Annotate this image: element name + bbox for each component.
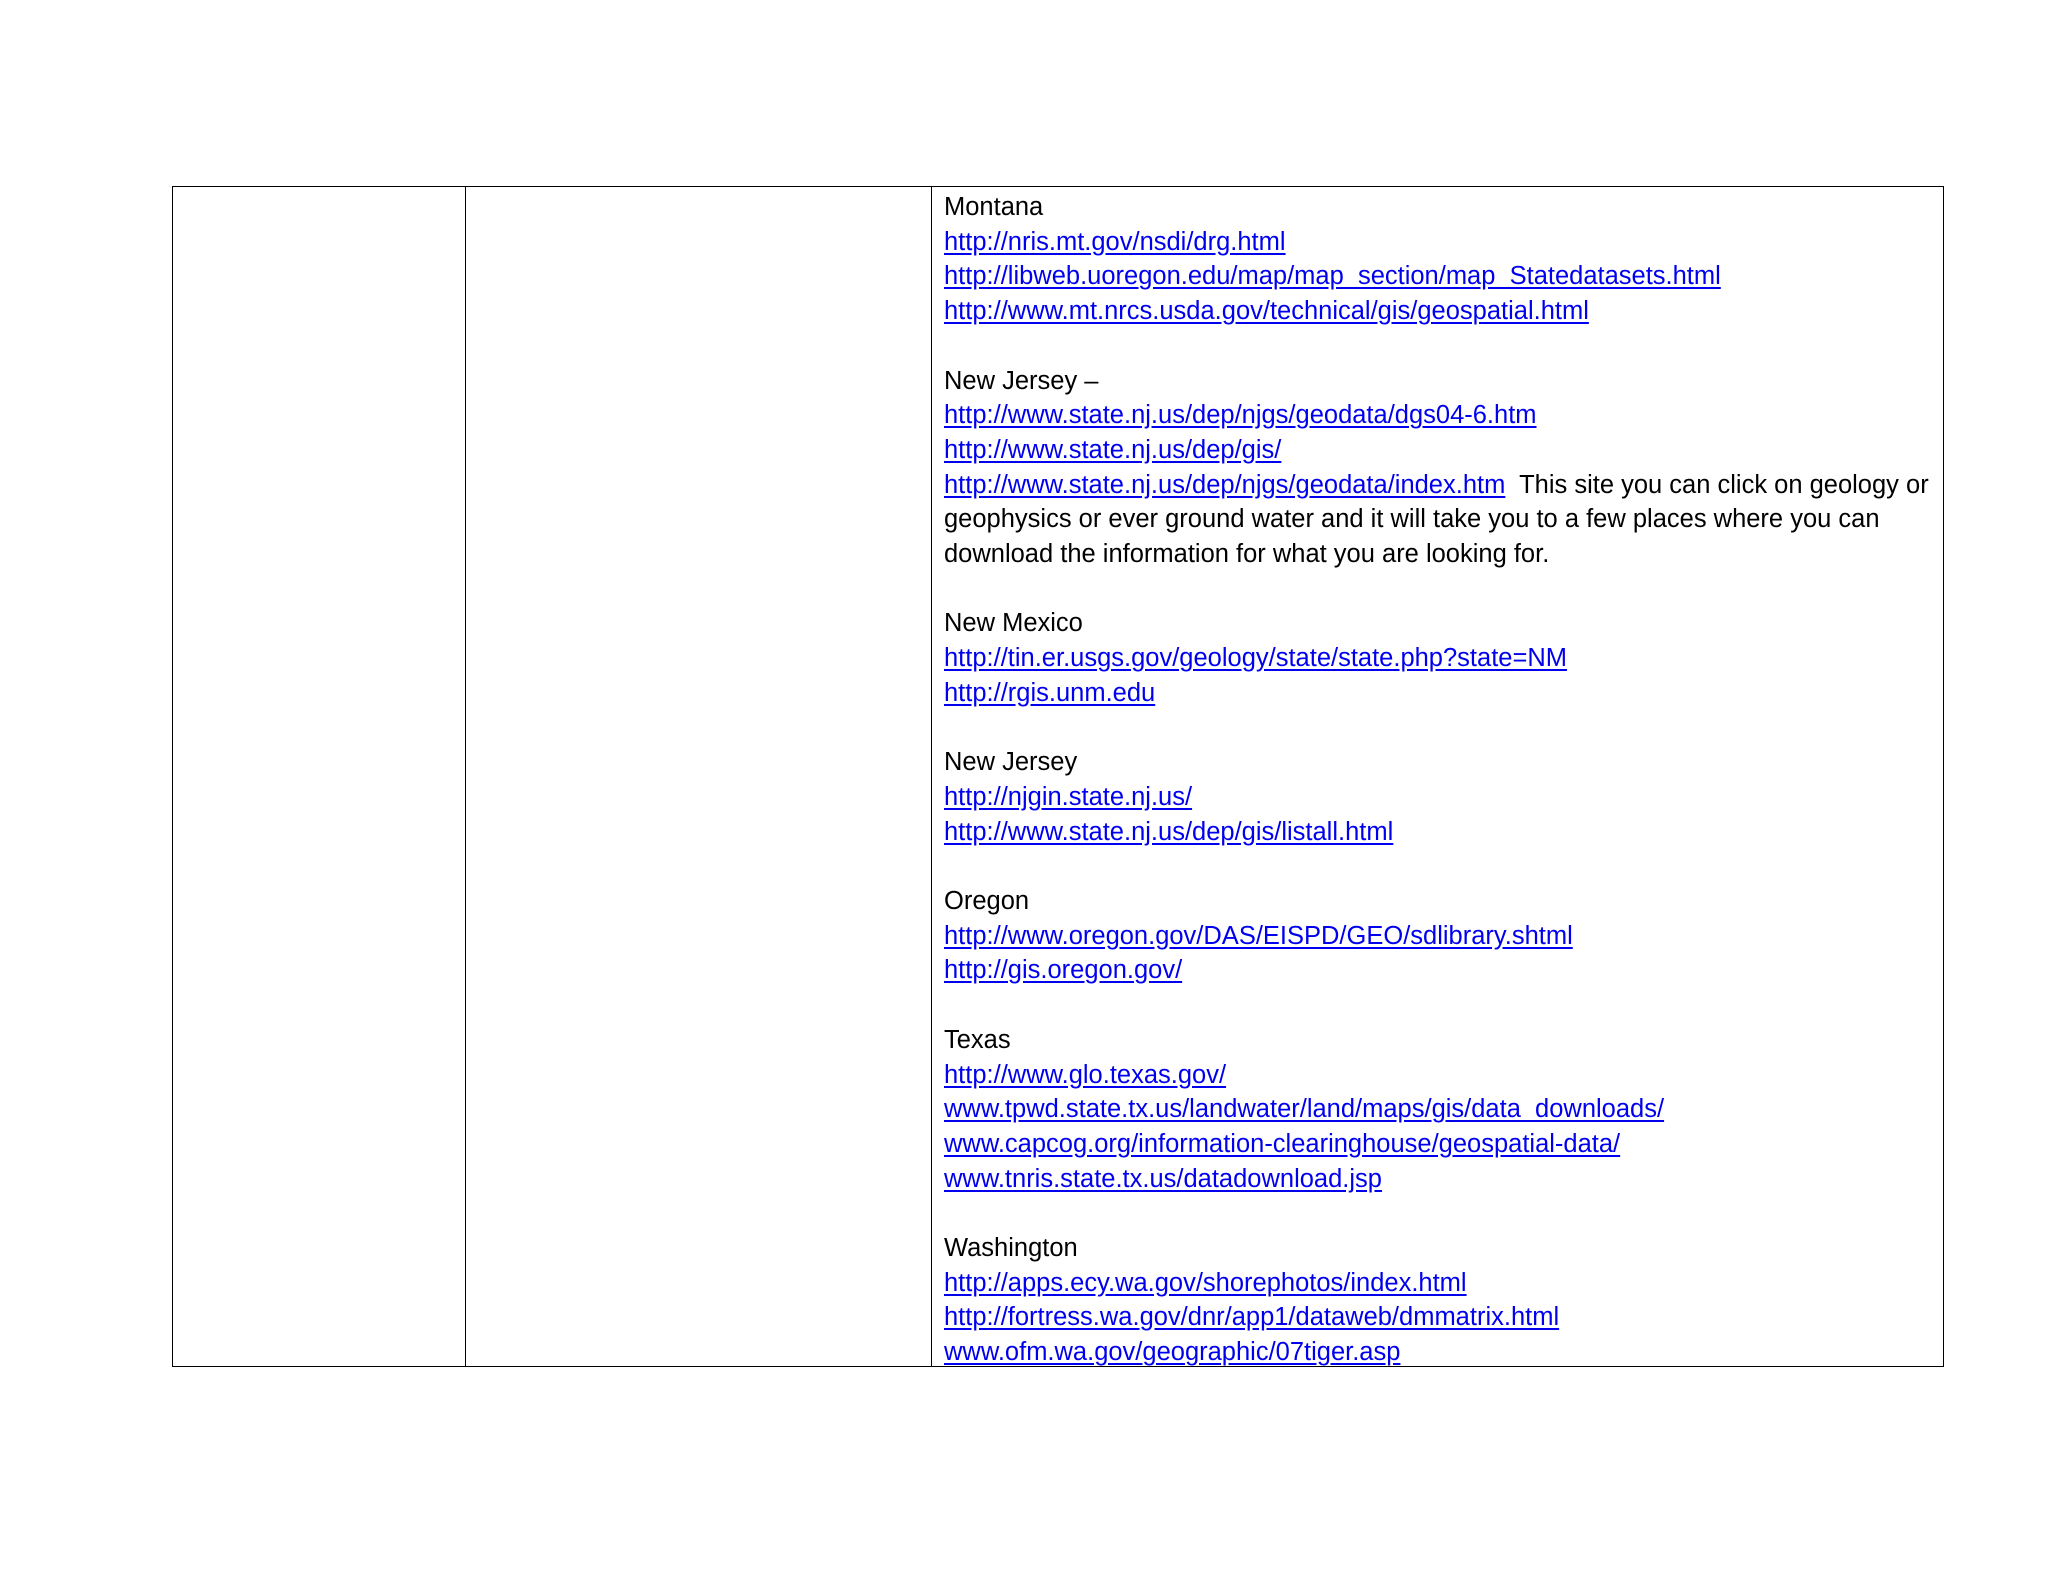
resource-link[interactable]: http://libweb.uoregon.edu/map/map_section/map_Statedatasets.html [944, 262, 1721, 291]
resource-link[interactable]: www.capcog.org/information-clearinghouse/geospatial-data/ [944, 1129, 1621, 1158]
resource-link[interactable]: http://gis.oregon.gov/ [944, 956, 1183, 985]
resource-table [172, 186, 1944, 1367]
section-heading: New Jersey [944, 748, 1078, 777]
table-cell-resources [932, 187, 1943, 1366]
resource-link[interactable]: http://www.glo.texas.gov/ [944, 1060, 1227, 1089]
section-washington [944, 1231, 1931, 1370]
resource-link[interactable]: http://njgin.state.nj.us/ [944, 782, 1193, 811]
section-new-jersey-2 [944, 745, 1931, 849]
section-montana [944, 190, 1931, 329]
resource-link[interactable]: http://www.oregon.gov/DAS/EISPD/GEO/sdlibrary.shtml [944, 921, 1573, 950]
section-texas [944, 1023, 1931, 1197]
section-heading: Montana [944, 193, 1044, 221]
section-heading: Washington [944, 1234, 1078, 1262]
resource-link[interactable]: http://www.state.nj.us/dep/gis/listall.html [944, 817, 1394, 846]
resource-link[interactable]: www.tnris.state.tx.us/datadownload.jsp [944, 1164, 1382, 1193]
resource-link[interactable]: http://nris.mt.gov/nsdi/drg.html [944, 227, 1286, 256]
resource-link[interactable]: http://www.state.nj.us/dep/njgs/geodata/dgs04-6.htm [944, 401, 1537, 430]
table-cell-empty-1 [173, 187, 466, 1366]
section-new-mexico [944, 606, 1931, 710]
resource-link[interactable]: http://www.mt.nrcs.usda.gov/technical/gis/geospatial.html [944, 297, 1589, 326]
resource-link[interactable]: http://apps.ecy.wa.gov/shorephotos/index.html [944, 1268, 1467, 1297]
resource-link[interactable]: www.tpwd.state.tx.us/landwater/land/maps/gis/data_downloads/ [944, 1095, 1665, 1124]
section-oregon [944, 884, 1931, 988]
section-heading: Oregon [944, 887, 1030, 915]
section-new-jersey-1 [944, 364, 1931, 572]
link-with-note [944, 468, 1931, 572]
table-cell-empty-2 [466, 187, 932, 1366]
section-heading: Texas [944, 1025, 1011, 1054]
section-heading: New Jersey – [944, 366, 1099, 395]
resource-link[interactable]: http://tin.er.usgs.gov/geology/state/state.php?state=NM [944, 644, 1568, 673]
resource-link[interactable]: http://rgis.unm.edu [944, 678, 1156, 707]
section-heading: New Mexico [944, 609, 1083, 638]
resource-link[interactable]: http://fortress.wa.gov/dnr/app1/dataweb/dmmatrix.html [944, 1303, 1560, 1332]
resource-link[interactable]: www.ofm.wa.gov/geographic/07tiger.asp [944, 1338, 1401, 1367]
resource-link[interactable]: http://www.state.nj.us/dep/gis/ [944, 435, 1282, 464]
resource-link[interactable]: http://www.state.nj.us/dep/njgs/geodata/index.htm [944, 470, 1506, 499]
resource-note: This site you can click on geology or geophysics or ever ground water and it will take you to a few places where you can download the information for what you are looking for. [944, 470, 1929, 569]
